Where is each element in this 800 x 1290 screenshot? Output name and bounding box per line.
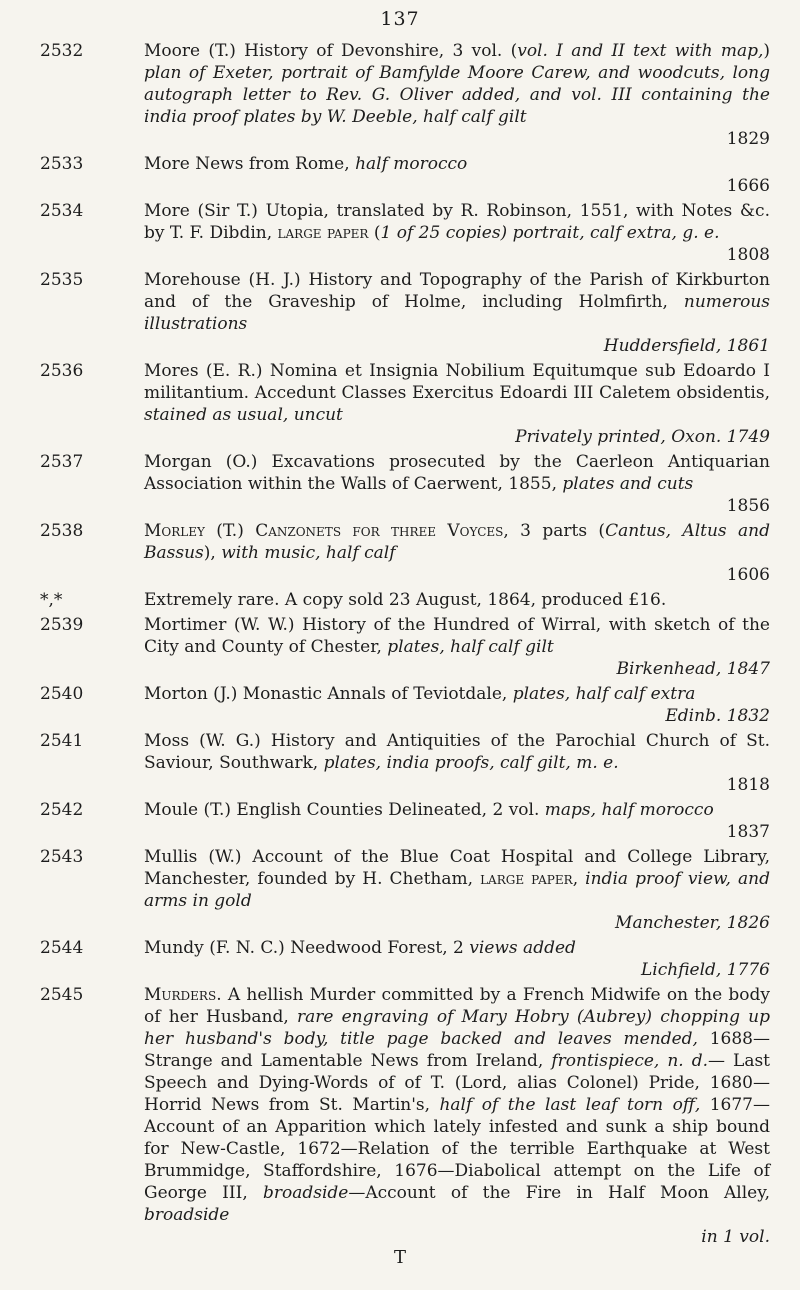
lot-text-segment: — Last Speech and Dying-Words of of T. (Lord, alias Colonel) Pride, 1680—Horrid News from St. Martin's, [144, 1051, 771, 1115]
lot-date: Birkenhead, 1847 [616, 659, 770, 679]
lot-text-segment: . A hellish Murder committed by a French Midwife on the body of her Husband, [144, 985, 770, 1027]
lot-text-segment: half morocco [355, 154, 468, 174]
lot-text-segment: broadside [262, 1183, 349, 1203]
lot-text-segment: large paper [480, 869, 573, 889]
lot-description [144, 984, 770, 1248]
lot-text-segment: Moss (W. G.) History and Antiquities of the Parochial Church of St. Saviour, Southwark, [144, 731, 770, 773]
lot-text-segment: india proof view, and arms in gold [144, 869, 771, 911]
lot-number: 2532 [40, 41, 84, 61]
lot-text-segment: Moore (T.) History of Devonshire, 3 vol. ( [144, 41, 518, 61]
lot-description [144, 520, 770, 586]
lot-date: Huddersfield, 1861 [603, 336, 770, 356]
lot-text-segment: Morgan (O.) Excavations prosecuted by the Caerleon Antiquarian Association within the Walls of Caerwent, 1855, [144, 452, 770, 494]
lot-text-segment: More (Sir T.) Utopia, translated by R. Robinson, 1551, with Notes &c. by T. F. Dibdin, [144, 201, 770, 243]
lot-text-segment: maps, half morocco [544, 800, 714, 820]
lot-text-segment: 1 of 25 copies) portrait, calf extra, g. e. [380, 223, 720, 243]
lot-description [144, 269, 770, 357]
lot-number: 2545 [40, 985, 84, 1005]
lot-description [144, 614, 770, 680]
lot-text-segment: Cantus, Altus and Bassus [144, 521, 770, 563]
lot-text-segment: Mores (E. R.) Nomina et Insignia Nobilium Equitumque sub Edoardo I militantium. Accedunt Classes Exercitus Edoardi III Caletem obsidentis, [144, 361, 770, 403]
lot-description [144, 451, 770, 517]
lot-number: 2544 [40, 938, 84, 958]
page-number: 137 [380, 8, 420, 30]
lot-text-segment: Murders [144, 985, 217, 1005]
lot-text-segment: , [572, 869, 586, 889]
lot-number: 2537 [40, 452, 84, 472]
lot-description [144, 40, 770, 150]
note-marker: *,* [40, 590, 63, 610]
lot-text-segment: (T.) [204, 521, 256, 541]
lot-date: Privately printed, Oxon. 1749 [515, 427, 770, 447]
lot-description [144, 360, 770, 448]
lot-number: 2539 [40, 615, 84, 635]
lot-date: 1837 [726, 822, 770, 842]
lot-number: 2540 [40, 684, 84, 704]
lot-date: Manchester, 1826 [615, 913, 770, 933]
lot-text-segment: frontispiece, n. d. [551, 1051, 708, 1071]
lot-description [144, 937, 770, 981]
lot-text-segment: ), [203, 543, 222, 563]
lot-text-segment: ) [763, 41, 771, 61]
lot-number: 2535 [40, 270, 84, 290]
lot-description [144, 730, 770, 796]
lot-text-segment: large paper [277, 223, 369, 243]
lot-text-segment: stained as usual, uncut [144, 405, 343, 425]
lot-text-segment: 1677—Account of an Apparition which lately infested and sunk a ship bound for New-Castle, 1672—Relation of the terrible Earthquake at West Brummidge, Staffordshire, 1676—Diabolical attempt on the Life of George III, [144, 1095, 770, 1203]
lot-text-segment: with music, half calf [221, 543, 396, 563]
lot-text-segment: Mortimer (W. W.) History of the Hundred of Wirral, with sketch of the City and County of Chester, [144, 615, 770, 657]
lot-text-segment: Morton (J.) Monastic Annals of Teviotdale, [144, 684, 513, 704]
lot-description [144, 683, 770, 727]
lot-date: 1856 [726, 496, 770, 516]
lot-number: 2534 [40, 201, 84, 221]
lot-description [144, 846, 770, 934]
lot-number: 2541 [40, 731, 84, 751]
lot-text-segment: half of the last leaf torn off, [439, 1095, 701, 1115]
lot-number: 2543 [40, 847, 84, 867]
lot-description [144, 799, 770, 843]
lot-text-segment: plan of Exeter, portrait of Bamfylde Moore Carew, and woodcuts, long autograph letter to Rev. G. Oliver added, and vol. III containing the india proof plates by W. Deeble, half calf gilt [144, 63, 770, 127]
lot-text-segment: Mundy (F. N. C.) Needwood Forest, 2 [144, 938, 470, 958]
lot-text-segment: Morley [144, 521, 205, 541]
lot-date: Lichfield, 1776 [641, 960, 770, 980]
lot-text-segment: , 3 parts ( [503, 521, 606, 541]
lot-date: in 1 vol. [701, 1227, 770, 1247]
catchword: T [393, 1247, 406, 1268]
lot-date: 1818 [726, 775, 770, 795]
lot-text-segment: ( [368, 223, 381, 243]
lot-text-segment: views added [469, 938, 576, 958]
lot-text-segment: —Account of the Fire in Half Moon Alley, [348, 1183, 770, 1203]
lot-number: 2536 [40, 361, 84, 381]
lot-number: 2538 [40, 521, 84, 541]
lot-text-segment: More News from Rome, [144, 154, 356, 174]
lot-date: Edinb. 1832 [665, 706, 770, 726]
lot-text-segment: 1688— Strange and Lamentable News from Ireland, [144, 1029, 770, 1071]
lot-text-segment: rare engraving of Mary Hobry (Aubrey) chopping up her husband's body, title page backed and leaves mended, [144, 1007, 770, 1049]
lot-description [144, 153, 770, 197]
lot-text-segment: vol. I and II text with map, [517, 41, 764, 61]
note-text: Extremely rare. A copy sold 23 August, 1864, produced £16. [144, 590, 667, 610]
lot-date: 1666 [726, 176, 770, 196]
lot-date: 1606 [726, 565, 770, 585]
lot-text-segment: Moule (T.) English Counties Delineated, 2 vol. [144, 800, 545, 820]
lot-text-segment: Canzonets for three Voyces [255, 521, 504, 541]
lot-number: 2542 [40, 800, 84, 820]
lot-text-segment: numerous illustrations [144, 292, 770, 334]
lot-text-segment: plates and cuts [562, 474, 694, 494]
lot-text-segment: plates, half calf extra [512, 684, 696, 704]
lot-text-segment: Mullis (W.) Account of the Blue Coat Hospital and College Library, Manchester, founded by H. Chetham, [144, 847, 770, 889]
lot-text-segment: broadside [144, 1205, 230, 1225]
lot-date: 1808 [726, 245, 770, 265]
lot-number: 2533 [40, 154, 84, 174]
lot-note [40, 589, 780, 611]
lot-text-segment: plates, half calf gilt [387, 637, 554, 657]
lot-description [144, 200, 770, 266]
lot-text-segment: plates, india proofs, calf gilt, m. e. [323, 753, 619, 773]
lot-text-segment: Morehouse (H. J.) History and Topography of the Parish of Kirkburton and of the Graveship of Holme, including Holmfirth, [144, 270, 770, 312]
lot-date: 1829 [726, 129, 770, 149]
